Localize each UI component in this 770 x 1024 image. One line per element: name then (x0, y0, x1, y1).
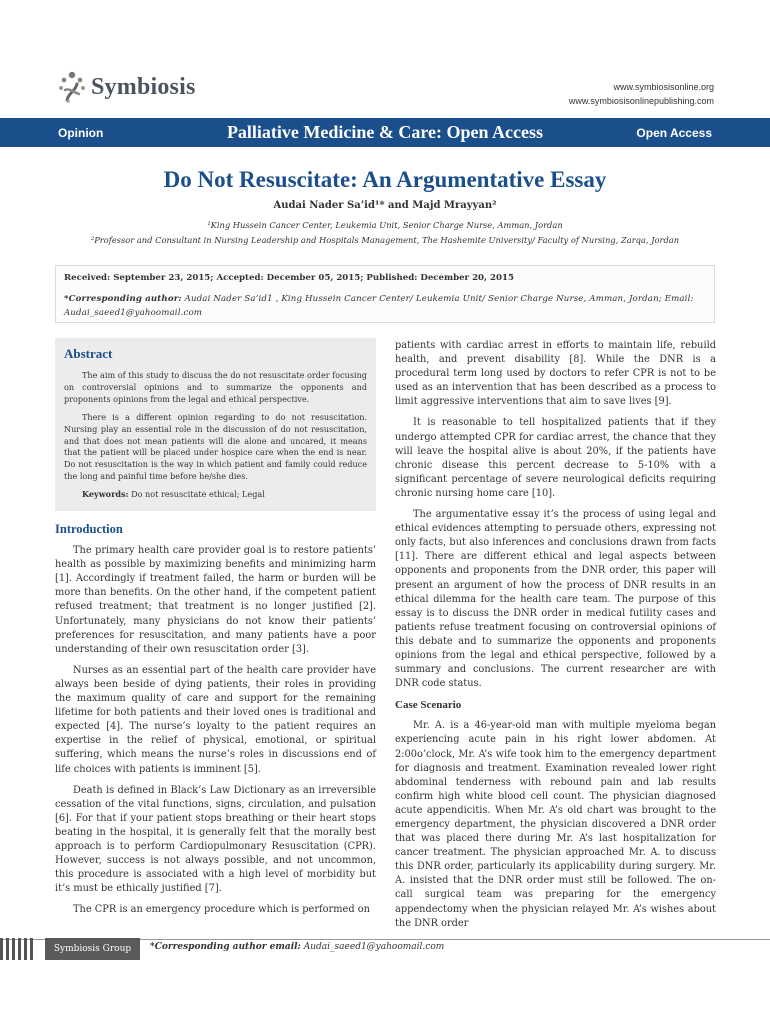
logo-text: Symbiosis (91, 73, 196, 100)
body-paragraph: The primary health care provider goal is to restore patients’ health as possible by maximizing benefits and minimizing harm [1]. Accordingly if treatment failed, the harm or burden will be more than benefits. On the other hand, if the competent patient refused treatment; that treatment is no longer justified [2]. Unfortunately, many physicians do not know their patients’ preferences for resuscitation, and many patients have a poor understanding of their own resuscitation order [3]. (55, 545, 376, 655)
article-info-box (55, 265, 715, 323)
footer-email-label: *Corresponding author email: (150, 942, 301, 952)
article-type-label: Opinion (58, 125, 104, 140)
body-paragraph: The argumentative essay it’s the process of using legal and ethical evidences attempting to persuade others, expressing not only facts, but also inferences and conclusions drawn from facts [11]. There are different ethical and legal aspects between opponents and proponents from the DNR order, this paper will present an argument of how the process of DNR results in an ethical dilemma for the health care team. The purpose of this essay is to discuss the DNR order in medical futility cases and patients refuse treatment focusing on controversial opinions of this debate and to summarize the opponents and proponents opinions from the legal and ethical perspective, followed by a summary and conclusions. The current researcher are with DNR code status. (395, 509, 716, 690)
abstract-paragraph: The aim of this study to discuss the do not resuscitate order focusing on controversial opinions and to summarize the opponents and proponents opinions from the legal and ethical perspective. (64, 370, 367, 404)
left-column (55, 522, 376, 924)
symbiosis-logo[interactable] (55, 70, 196, 104)
journal-title: Palliative Medicine & Care: Open Access (226, 122, 544, 142)
footer-email-address[interactable]: Audai_saeed1@yahoomail.com (303, 942, 445, 952)
body-paragraph: The CPR is an emergency procedure which is performed on (73, 904, 370, 916)
keywords-text: Do not resuscitate ethical; Legal (131, 489, 265, 500)
keywords-label: Keywords: (82, 489, 129, 500)
page-footer (0, 938, 770, 960)
symbiosis-logo-icon (55, 70, 89, 104)
corresponding-author-text: Audai Nader Sa’id1 , King Hussein Cancer Center/ Leukemia Unit/ Senior Charge Nurse, Amman, Jordan; Email: Audai_saeed1@yahoomail.com (64, 294, 694, 318)
introduction-heading: Introduction (55, 522, 123, 536)
corresponding-author-info (64, 292, 706, 320)
body-paragraph: It is reasonable to tell hospitalized patients that if they undergo attempted CPR for cardiac arrest, the chance that they will leave the hospital alive is about 20%, if the patients have chronic disease this percent decrease to 5-10% with a significant percentage of severe neurological deficits requiring chronic nursing home care [10]. (395, 417, 716, 499)
publication-dates: Received: September 23, 2015; Accepted: December 05, 2015; Published: December 20, 2015 (64, 273, 514, 283)
url-link-1[interactable]: www.symbiosisonline.org (613, 82, 714, 92)
footer-group-label: Symbiosis Group (45, 938, 140, 960)
affiliation-2: ²Professor and Consultant in Nursing Leadership and Hospitals Management, The Hashemite University/ Faculty of Nursing, Zarqa, Jordan (90, 235, 680, 245)
footer-email (150, 942, 444, 952)
body-paragraph: Mr. A. is a 46-year-old man with multiple myeloma began experiencing acute pain in his right lower abdomen. At 2:00o’clock, Mr. A’s wife took him to the emergency department for diagnosis and treatment. Examination revealed lower right abdominal tenderness with rebound pain and lab results confirm high white blood cell count. The physician diagnosed acute appendicitis. When Mr. A’s old chart was brought to the emergency department, the physician discovered a DNR order that was placed there during Mr. A’s last hospitalization for cancer treatment. The physician approached Mr. A. to discuss this DNR order, particularly its applicability during surgery. Mr. A. insisted that the DNR order must still be followed. The on-call surgical team was preparing for the emergency appendectomy when the physician relayed Mr. A’s wishes about the DNR order (395, 720, 716, 929)
article-title: Do Not Resuscitate: An Argumentative Essay (163, 167, 607, 192)
affiliation-1: ¹King Hussein Cancer Center, Leukemia Unit, Senior Charge Nurse, Amman, Jordan (207, 220, 563, 230)
journal-banner (0, 118, 770, 147)
abstract-box (55, 338, 376, 511)
url-link-2[interactable]: www.symbiosisonlinepublishing.com (568, 96, 714, 106)
body-paragraph: patients with cardiac arrest in efforts to maintain life, rebuild health, and prevent disability [8]. While the DNR is a procedural term long used by doctors to refer CPR is not to be used as an intervention that has been described as a process to limit aggressive interventions that aim to save lives [9]. (395, 340, 716, 408)
abstract-paragraph: There is a different opinion regarding to do not resuscitation. Nursing play an essential role in the discussion of do not resuscitation, and that does not mean patients will die alone and uncared, it means that the patient will be placed under hospice care when the end is near. Do not resuscitation is the way in which patient and family could reduce the long and painful time before he/she dies. (64, 411, 367, 482)
article-authors: Audai Nader Sa’id¹* and Majd Mrayyan² (273, 200, 497, 211)
keywords (64, 489, 367, 501)
header-urls (569, 80, 714, 108)
open-access-label: Open Access (636, 125, 712, 140)
right-column (395, 339, 716, 938)
abstract-heading: Abstract (64, 346, 113, 361)
body-paragraph: Death is defined in Black’s Law Dictionary as an irreversible cessation of the vital functions, signs, circulation, and pulsation [6]. For that if your patient stops breathing or their heart stops beating in the hospital, it is generally felt that the morally best approach is to perform Cardiopulmonary Resuscitation (CPR). However, success is not always possible, and not uncommon, this procedure is associated with a high level of morbidity but it’s must be ethically justified [7]. (55, 784, 376, 895)
footer-decoration (0, 938, 36, 960)
corresponding-author-label: *Corresponding author: (64, 294, 182, 304)
case-scenario-heading: Case Scenario (395, 699, 462, 712)
body-paragraph: Nurses as an essential part of the health care provider have always been beside of dying patients, their roles in providing the maximum quality of care and support for the remaining lifetime for both patients and their loved ones is traditional and expected [4]. The nurse’s loyalty to the patient requires an expertise in the relief of physical, emotional, or spiritual suffering, which means the nurse’s roles in discussions end of life choices with patients is imminent [5]. (55, 664, 376, 775)
